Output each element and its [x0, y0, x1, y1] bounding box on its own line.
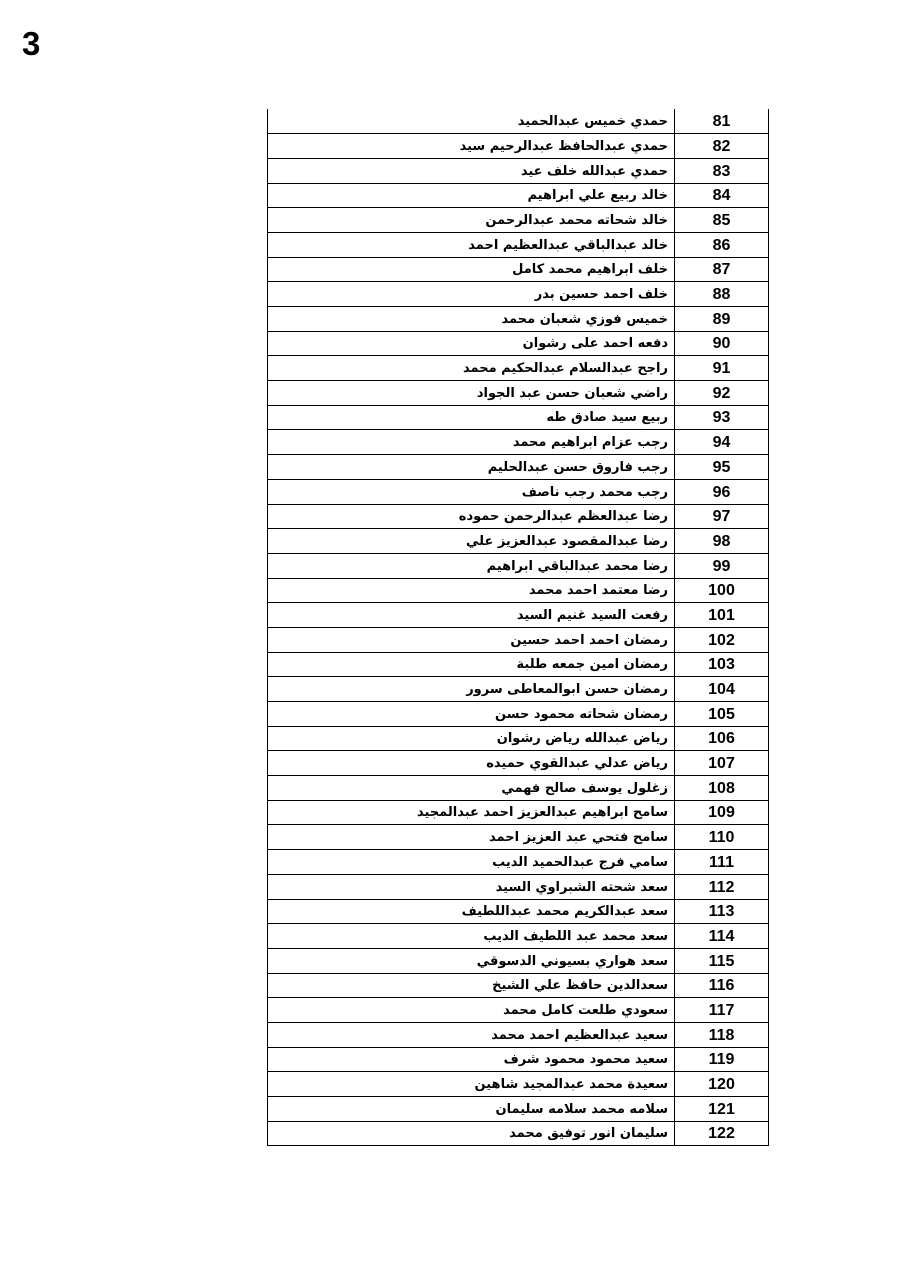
table-row	[268, 800, 769, 825]
row-name: رياض عبدالله رياض رشوان	[268, 726, 675, 751]
row-number: 110	[675, 825, 769, 850]
row-name: رضا محمد عبدالباقي ابراهيم	[268, 553, 675, 578]
table-row	[268, 430, 769, 455]
row-number: 86	[675, 232, 769, 257]
table-row	[268, 825, 769, 850]
row-number: 90	[675, 331, 769, 356]
table-row	[268, 751, 769, 776]
row-number: 92	[675, 381, 769, 406]
row-number: 114	[675, 924, 769, 949]
row-number: 82	[675, 134, 769, 159]
row-name: سعودي طلعت كامل محمد	[268, 998, 675, 1023]
row-name: سعيد عبدالعظيم احمد محمد	[268, 1022, 675, 1047]
row-number: 117	[675, 998, 769, 1023]
row-number: 93	[675, 405, 769, 430]
table-row	[268, 257, 769, 282]
row-number: 87	[675, 257, 769, 282]
table-row	[268, 504, 769, 529]
row-name: سامح فتحي عبد العزيز احمد	[268, 825, 675, 850]
table-row	[268, 998, 769, 1023]
row-number: 118	[675, 1022, 769, 1047]
row-number: 98	[675, 529, 769, 554]
table-row	[268, 455, 769, 480]
row-name: سعيدة محمد عبدالمجيد شاهين	[268, 1072, 675, 1097]
row-name: سعد هواري بسيوني الدسوقي	[268, 948, 675, 973]
row-number: 99	[675, 553, 769, 578]
row-number: 100	[675, 578, 769, 603]
row-name: ربيع سيد صادق طه	[268, 405, 675, 430]
row-name: خالد شحاته محمد عبدالرحمن	[268, 208, 675, 233]
row-number: 103	[675, 652, 769, 677]
table-row	[268, 479, 769, 504]
table-row	[268, 603, 769, 628]
table-row	[268, 899, 769, 924]
row-name: راضي شعبان حسن عبد الجواد	[268, 381, 675, 406]
row-number: 96	[675, 479, 769, 504]
row-name: رضا معتمد احمد محمد	[268, 578, 675, 603]
table-row	[268, 973, 769, 998]
table-row	[268, 1121, 769, 1146]
row-number: 101	[675, 603, 769, 628]
table-row	[268, 652, 769, 677]
row-name: خميس فوزي شعبان محمد	[268, 307, 675, 332]
table-row	[268, 627, 769, 652]
row-name: سليمان انور توفيق محمد	[268, 1121, 675, 1146]
row-number: 105	[675, 702, 769, 727]
row-name: خلف ابراهيم محمد كامل	[268, 257, 675, 282]
table-row	[268, 529, 769, 554]
table-row	[268, 1097, 769, 1122]
row-name: سعد محمد عبد اللطيف الديب	[268, 924, 675, 949]
row-name: رمضان احمد احمد حسين	[268, 627, 675, 652]
row-name: رمضان شحاته محمود حسن	[268, 702, 675, 727]
row-number: 122	[675, 1121, 769, 1146]
row-name: رجب فاروق حسن عبدالحليم	[268, 455, 675, 480]
table-row	[268, 1047, 769, 1072]
names-table	[267, 109, 769, 1146]
row-name: سلامه محمد سلامه سليمان	[268, 1097, 675, 1122]
table-row	[268, 208, 769, 233]
table-row	[268, 553, 769, 578]
table-row	[268, 307, 769, 332]
row-number: 119	[675, 1047, 769, 1072]
row-name: سعدالدين حافظ علي الشيخ	[268, 973, 675, 998]
table-row	[268, 381, 769, 406]
table-row	[268, 356, 769, 381]
row-name: رفعت السيد غنيم السيد	[268, 603, 675, 628]
row-name: سعد شحته الشبراوي السيد	[268, 874, 675, 899]
row-name: رمضان امين جمعه طلبة	[268, 652, 675, 677]
row-number: 94	[675, 430, 769, 455]
table-row	[268, 183, 769, 208]
table-row	[268, 232, 769, 257]
row-name: زغلول يوسف صالح فهمي	[268, 776, 675, 801]
row-name: راجح عبدالسلام عبدالحكيم محمد	[268, 356, 675, 381]
table-row	[268, 726, 769, 751]
row-number: 104	[675, 677, 769, 702]
table-row	[268, 1022, 769, 1047]
row-name: رياض عدلي عبدالقوي حميده	[268, 751, 675, 776]
table-row	[268, 702, 769, 727]
table-row	[268, 948, 769, 973]
row-name: خالد عبدالباقي عبدالعظيم احمد	[268, 232, 675, 257]
row-name: حمدي خميس عبدالحميد	[268, 109, 675, 134]
row-number: 108	[675, 776, 769, 801]
row-name: رجب محمد رجب ناصف	[268, 479, 675, 504]
page-number: 3	[22, 25, 41, 62]
row-number: 97	[675, 504, 769, 529]
row-number: 84	[675, 183, 769, 208]
table-row	[268, 282, 769, 307]
table-row	[268, 331, 769, 356]
row-name: رجب عزام ابراهيم محمد	[268, 430, 675, 455]
table-row	[268, 109, 769, 134]
row-name: حمدي عبدالحافظ عبدالرحيم سيد	[268, 134, 675, 159]
row-name: رضا عبدالعظم عبدالرحمن حموده	[268, 504, 675, 529]
row-name: سامي فرج عبدالحميد الديب	[268, 850, 675, 875]
table-row	[268, 158, 769, 183]
table-row	[268, 134, 769, 159]
row-number: 116	[675, 973, 769, 998]
row-number: 107	[675, 751, 769, 776]
row-number: 95	[675, 455, 769, 480]
row-name: خلف احمد حسين بدر	[268, 282, 675, 307]
row-name: دفعه احمد على رشوان	[268, 331, 675, 356]
row-number: 106	[675, 726, 769, 751]
row-number: 113	[675, 899, 769, 924]
row-number: 88	[675, 282, 769, 307]
row-name: رضا عبدالمقصود عبدالعزيز علي	[268, 529, 675, 554]
row-number: 91	[675, 356, 769, 381]
row-name: خالد ربيع علي ابراهيم	[268, 183, 675, 208]
table-row	[268, 1072, 769, 1097]
table-row	[268, 874, 769, 899]
row-number: 115	[675, 948, 769, 973]
row-number: 81	[675, 109, 769, 134]
table-row	[268, 924, 769, 949]
table-row	[268, 677, 769, 702]
table-row	[268, 405, 769, 430]
table-row	[268, 578, 769, 603]
row-name: سامح ابراهيم عبدالعزيز احمد عبدالمجيد	[268, 800, 675, 825]
row-number: 102	[675, 627, 769, 652]
table-row	[268, 850, 769, 875]
row-number: 83	[675, 158, 769, 183]
row-number: 109	[675, 800, 769, 825]
row-name: رمضان حسن ابوالمعاطى سرور	[268, 677, 675, 702]
table-row	[268, 776, 769, 801]
row-number: 121	[675, 1097, 769, 1122]
row-number: 89	[675, 307, 769, 332]
row-number: 120	[675, 1072, 769, 1097]
row-name: سعيد محمود محمود شرف	[268, 1047, 675, 1072]
table-body	[268, 109, 769, 1146]
row-name: سعد عبدالكريم محمد عبداللطيف	[268, 899, 675, 924]
row-number: 112	[675, 874, 769, 899]
row-number: 111	[675, 850, 769, 875]
row-name: حمدي عبدالله خلف عيد	[268, 158, 675, 183]
row-number: 85	[675, 208, 769, 233]
